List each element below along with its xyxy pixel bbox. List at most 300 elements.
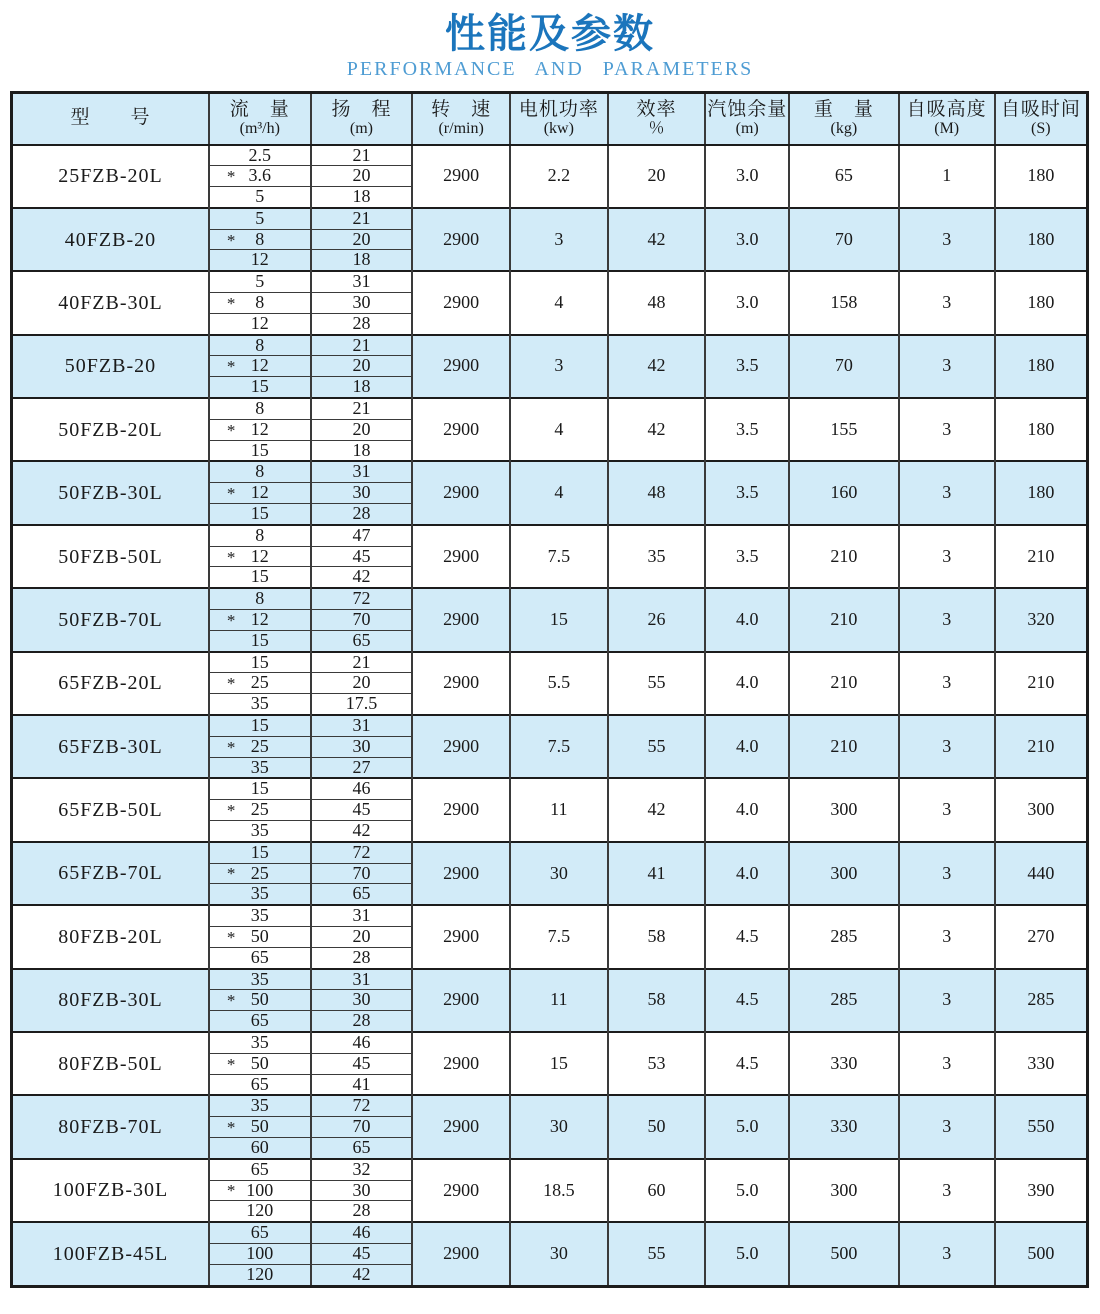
rated-point-star: * — [226, 294, 236, 314]
head-cell: 28 — [311, 1201, 413, 1222]
weight-cell: 500 — [789, 1222, 899, 1286]
flow-cell: 35 — [209, 757, 311, 778]
head-cell: 31 — [311, 271, 413, 292]
suction-time-cell: 210 — [995, 652, 1088, 715]
suction-time-cell: 320 — [995, 588, 1088, 651]
head-cell: 31 — [311, 905, 413, 926]
speed-cell: 2900 — [412, 588, 510, 651]
npsh-cell: 3.0 — [705, 208, 789, 271]
flow-cell: 15 — [209, 630, 311, 651]
weight-cell: 330 — [789, 1032, 899, 1095]
suction-time-cell: 180 — [995, 145, 1088, 208]
suction-time-cell: 440 — [995, 842, 1088, 905]
suction-time-cell: 180 — [995, 461, 1088, 524]
col-header-unit: (m) — [349, 120, 374, 138]
head-cell: 21 — [311, 398, 413, 419]
flow-cell: * 25 — [209, 673, 311, 694]
model-cell: 80FZB-20L — [12, 905, 209, 968]
speed-cell: 2900 — [412, 1159, 510, 1222]
flow-cell: * 12 — [209, 356, 311, 377]
col-header-label: 自吸高度 — [906, 98, 987, 120]
suction-time-cell: 180 — [995, 208, 1088, 271]
efficiency-cell: 48 — [608, 271, 706, 334]
flow-cell: 65 — [209, 1222, 311, 1243]
weight-cell: 160 — [789, 461, 899, 524]
suction-height-cell: 3 — [899, 778, 995, 841]
model-cell: 40FZB-30L — [12, 271, 209, 334]
npsh-cell: 3.0 — [705, 145, 789, 208]
head-cell: 18 — [311, 250, 413, 271]
suction-time-cell: 210 — [995, 525, 1088, 588]
head-cell: 20 — [311, 419, 413, 440]
npsh-cell: 4.0 — [705, 588, 789, 651]
power-cell: 3 — [510, 335, 608, 398]
suction-height-cell: 3 — [899, 842, 995, 905]
head-cell: 28 — [311, 947, 413, 968]
model-cell: 25FZB-20L — [12, 145, 209, 208]
suction-time-cell: 330 — [995, 1032, 1088, 1095]
efficiency-cell: 42 — [608, 778, 706, 841]
flow-cell: * 25 — [209, 863, 311, 884]
speed-cell: 2900 — [412, 271, 510, 334]
flow-cell: 12 — [209, 313, 311, 334]
rated-point-star: * — [226, 674, 236, 694]
flow-cell: * 8 — [209, 229, 311, 250]
weight-cell: 65 — [789, 145, 899, 208]
flow-cell: 8 — [209, 398, 311, 419]
suction-height-cell: 3 — [899, 208, 995, 271]
flow-cell: * 12 — [209, 419, 311, 440]
flow-cell: 8 — [209, 525, 311, 546]
head-cell: 65 — [311, 630, 413, 651]
model-cell: 50FZB-30L — [12, 461, 209, 524]
power-cell: 18.5 — [510, 1159, 608, 1222]
flow-cell: 65 — [209, 1159, 311, 1180]
efficiency-cell: 35 — [608, 525, 706, 588]
flow-cell: 5 — [209, 187, 311, 208]
flow-cell: 5 — [209, 271, 311, 292]
flow-cell: 65 — [209, 947, 311, 968]
head-cell: 20 — [311, 926, 413, 947]
suction-height-cell: 3 — [899, 1222, 995, 1286]
head-cell: 72 — [311, 1095, 413, 1116]
page-title: 性能及参数 — [445, 12, 655, 56]
power-cell: 30 — [510, 1222, 608, 1286]
efficiency-cell: 55 — [608, 715, 706, 778]
flow-cell: * 50 — [209, 990, 311, 1011]
speed-cell: 2900 — [412, 525, 510, 588]
model-cell: 65FZB-50L — [12, 778, 209, 841]
weight-cell: 158 — [789, 271, 899, 334]
flow-cell: 15 — [209, 715, 311, 736]
head-cell: 32 — [311, 1159, 413, 1180]
efficiency-cell: 48 — [608, 461, 706, 524]
flow-cell: 35 — [209, 969, 311, 990]
weight-cell: 330 — [789, 1095, 899, 1158]
flow-cell: 15 — [209, 377, 311, 398]
flow-cell: 35 — [209, 821, 311, 842]
col-header-unit: (M) — [934, 120, 960, 138]
table-row — [12, 335, 1088, 356]
speed-cell: 2900 — [412, 1222, 510, 1286]
rated-point-star: * — [226, 357, 236, 377]
speed-cell: 2900 — [412, 145, 510, 208]
head-cell: 45 — [311, 800, 413, 821]
suction-height-cell: 3 — [899, 398, 995, 461]
head-cell: 17.5 — [311, 694, 413, 715]
power-cell: 7.5 — [510, 905, 608, 968]
col-header-power — [510, 93, 608, 145]
rated-point-star: * — [226, 1054, 236, 1074]
model-cell: 40FZB-20 — [12, 208, 209, 271]
performance-table — [10, 91, 1089, 1288]
head-cell: 28 — [311, 1011, 413, 1032]
rated-point-star: * — [226, 737, 236, 757]
head-cell: 31 — [311, 969, 413, 990]
suction-time-cell: 210 — [995, 715, 1088, 778]
flow-cell: 60 — [209, 1137, 311, 1158]
flow-cell: 8 — [209, 588, 311, 609]
col-header-head — [311, 93, 413, 145]
table-row — [12, 461, 1088, 482]
efficiency-cell: 53 — [608, 1032, 706, 1095]
suction-time-cell: 270 — [995, 905, 1088, 968]
npsh-cell: 3.5 — [705, 335, 789, 398]
rated-point-star: * — [226, 864, 236, 884]
head-cell: 28 — [311, 504, 413, 525]
efficiency-cell: 60 — [608, 1159, 706, 1222]
npsh-cell: 4.5 — [705, 1032, 789, 1095]
rated-point-star: * — [226, 167, 236, 187]
col-header-unit: (S) — [1031, 120, 1051, 138]
flow-cell: 2.5 — [209, 145, 311, 166]
model-cell: 50FZB-20L — [12, 398, 209, 461]
suction-height-cell: 3 — [899, 905, 995, 968]
rated-point-star: * — [226, 1181, 236, 1201]
model-cell: 80FZB-70L — [12, 1095, 209, 1158]
flow-cell: 15 — [209, 504, 311, 525]
col-header-label: 电机功率 — [518, 98, 599, 120]
flow-cell: 8 — [209, 335, 311, 356]
flow-cell: 35 — [209, 1032, 311, 1053]
efficiency-cell: 42 — [608, 335, 706, 398]
head-cell: 27 — [311, 757, 413, 778]
power-cell: 15 — [510, 588, 608, 651]
col-header-weight — [789, 93, 899, 145]
suction-height-cell: 3 — [899, 652, 995, 715]
head-cell: 21 — [311, 652, 413, 673]
head-cell: 30 — [311, 736, 413, 757]
flow-cell: 35 — [209, 884, 311, 905]
suction-time-cell: 300 — [995, 778, 1088, 841]
rated-point-star: * — [226, 991, 236, 1011]
suction-height-cell: 3 — [899, 525, 995, 588]
speed-cell: 2900 — [412, 208, 510, 271]
power-cell: 7.5 — [510, 525, 608, 588]
model-cell: 50FZB-70L — [12, 588, 209, 651]
page-subtitle: PERFORMANCE AND PARAMETERS — [346, 58, 754, 80]
table-row — [12, 1032, 1088, 1053]
head-cell: 72 — [311, 842, 413, 863]
head-cell: 65 — [311, 1137, 413, 1158]
head-cell: 45 — [311, 1053, 413, 1074]
efficiency-cell: 42 — [608, 208, 706, 271]
weight-cell: 210 — [789, 525, 899, 588]
col-header-label: 自吸时间 — [1000, 98, 1081, 120]
suction-time-cell: 180 — [995, 271, 1088, 334]
rated-point-star: * — [226, 1118, 236, 1138]
flow-cell: 15 — [209, 440, 311, 461]
col-header-unit: ％ — [648, 120, 665, 138]
head-cell: 46 — [311, 778, 413, 799]
rated-point-star: * — [226, 547, 236, 567]
col-header-label: 效率 — [636, 98, 677, 120]
npsh-cell: 3.5 — [705, 398, 789, 461]
head-cell: 47 — [311, 525, 413, 546]
npsh-cell: 5.0 — [705, 1095, 789, 1158]
head-cell: 20 — [311, 673, 413, 694]
suction-height-cell: 3 — [899, 1032, 995, 1095]
col-header-suction-time — [995, 93, 1088, 145]
suction-height-cell: 3 — [899, 335, 995, 398]
efficiency-cell: 26 — [608, 588, 706, 651]
head-cell: 42 — [311, 1264, 413, 1286]
efficiency-cell: 50 — [608, 1095, 706, 1158]
head-cell: 65 — [311, 884, 413, 905]
col-header-model — [12, 93, 209, 145]
npsh-cell: 4.5 — [705, 905, 789, 968]
power-cell: 30 — [510, 842, 608, 905]
flow-cell: * 25 — [209, 800, 311, 821]
col-header-unit: (kg) — [830, 120, 858, 138]
head-cell: 46 — [311, 1222, 413, 1243]
efficiency-cell: 20 — [608, 145, 706, 208]
head-cell: 41 — [311, 1074, 413, 1095]
weight-cell: 70 — [789, 208, 899, 271]
col-header-suction-height — [899, 93, 995, 145]
efficiency-cell: 42 — [608, 398, 706, 461]
flow-cell: 120 — [209, 1201, 311, 1222]
head-cell: 21 — [311, 208, 413, 229]
npsh-cell: 4.0 — [705, 842, 789, 905]
suction-time-cell: 550 — [995, 1095, 1088, 1158]
model-cell: 50FZB-50L — [12, 525, 209, 588]
col-header-flow — [209, 93, 311, 145]
flow-cell: * 12 — [209, 483, 311, 504]
suction-height-cell: 3 — [899, 271, 995, 334]
power-cell: 4 — [510, 271, 608, 334]
npsh-cell: 5.0 — [705, 1222, 789, 1286]
table-row — [12, 208, 1088, 229]
rated-point-star: * — [226, 928, 236, 948]
col-header-npsh — [705, 93, 789, 145]
efficiency-cell: 55 — [608, 1222, 706, 1286]
flow-cell: 12 — [209, 250, 311, 271]
weight-cell: 210 — [789, 652, 899, 715]
table-header-row — [12, 93, 1088, 145]
suction-height-cell: 3 — [899, 461, 995, 524]
rated-point-star: * — [226, 420, 236, 440]
suction-height-cell: 3 — [899, 969, 995, 1032]
table-row — [12, 652, 1088, 673]
power-cell: 7.5 — [510, 715, 608, 778]
flow-cell: * 50 — [209, 926, 311, 947]
table-row — [12, 1222, 1088, 1243]
table-row — [12, 905, 1088, 926]
flow-cell: 5 — [209, 208, 311, 229]
table-row — [12, 842, 1088, 863]
suction-height-cell: 3 — [899, 715, 995, 778]
efficiency-cell: 55 — [608, 652, 706, 715]
flow-cell: 100 — [209, 1243, 311, 1264]
npsh-cell: 4.5 — [705, 969, 789, 1032]
speed-cell: 2900 — [412, 715, 510, 778]
col-header-unit: (m³/h) — [239, 120, 280, 138]
power-cell: 5.5 — [510, 652, 608, 715]
col-header-label: 汽蚀余量 — [707, 98, 788, 120]
weight-cell: 300 — [789, 842, 899, 905]
model-cell: 100FZB-30L — [12, 1159, 209, 1222]
table-row — [12, 271, 1088, 292]
npsh-cell: 4.0 — [705, 715, 789, 778]
speed-cell: 2900 — [412, 398, 510, 461]
speed-cell: 2900 — [412, 461, 510, 524]
col-header-unit: (r/min) — [438, 120, 484, 138]
flow-cell: 35 — [209, 905, 311, 926]
head-cell: 70 — [311, 610, 413, 631]
head-cell: 30 — [311, 990, 413, 1011]
head-cell: 31 — [311, 461, 413, 482]
suction-time-cell: 180 — [995, 335, 1088, 398]
suction-time-cell: 500 — [995, 1222, 1088, 1286]
table-row — [12, 1095, 1088, 1116]
flow-cell: 15 — [209, 842, 311, 863]
power-cell: 30 — [510, 1095, 608, 1158]
head-cell: 30 — [311, 293, 413, 314]
head-cell: 42 — [311, 821, 413, 842]
weight-cell: 70 — [789, 335, 899, 398]
npsh-cell: 4.0 — [705, 652, 789, 715]
head-cell: 20 — [311, 356, 413, 377]
head-cell: 21 — [311, 145, 413, 166]
npsh-cell: 3.5 — [705, 525, 789, 588]
weight-cell: 210 — [789, 715, 899, 778]
flow-cell: 35 — [209, 1095, 311, 1116]
col-header-efficiency — [608, 93, 706, 145]
col-header-unit: (m) — [735, 120, 759, 138]
model-cell: 50FZB-20 — [12, 335, 209, 398]
suction-height-cell: 1 — [899, 145, 995, 208]
rated-point-star: * — [226, 230, 236, 250]
speed-cell: 2900 — [412, 842, 510, 905]
flow-cell: * 3.6 — [209, 166, 311, 187]
table-row — [12, 1159, 1088, 1180]
col-header-speed — [412, 93, 510, 145]
suction-height-cell: 3 — [899, 1095, 995, 1158]
flow-cell: 120 — [209, 1264, 311, 1286]
efficiency-cell: 41 — [608, 842, 706, 905]
flow-cell: * 12 — [209, 546, 311, 567]
power-cell: 11 — [510, 778, 608, 841]
weight-cell: 155 — [789, 398, 899, 461]
flow-cell: * 100 — [209, 1180, 311, 1201]
power-cell: 15 — [510, 1032, 608, 1095]
col-header-label: 型 号 — [70, 107, 151, 129]
head-cell: 30 — [311, 483, 413, 504]
col-header-label: 重 量 — [813, 98, 874, 120]
flow-cell: 65 — [209, 1074, 311, 1095]
head-cell: 42 — [311, 567, 413, 588]
head-cell: 70 — [311, 863, 413, 884]
flow-cell: 15 — [209, 652, 311, 673]
model-cell: 65FZB-30L — [12, 715, 209, 778]
weight-cell: 285 — [789, 969, 899, 1032]
head-cell: 20 — [311, 229, 413, 250]
speed-cell: 2900 — [412, 905, 510, 968]
suction-height-cell: 3 — [899, 1159, 995, 1222]
suction-time-cell: 180 — [995, 398, 1088, 461]
efficiency-cell: 58 — [608, 905, 706, 968]
col-header-unit: (kw) — [543, 120, 574, 138]
table-row — [12, 588, 1088, 609]
parameters-table-body — [12, 145, 1088, 1287]
head-cell: 20 — [311, 166, 413, 187]
speed-cell: 2900 — [412, 335, 510, 398]
table-row — [12, 715, 1088, 736]
col-header-label: 流 量 — [229, 98, 290, 120]
suction-time-cell: 285 — [995, 969, 1088, 1032]
speed-cell: 2900 — [412, 652, 510, 715]
col-header-label: 扬 程 — [331, 98, 392, 120]
power-cell: 4 — [510, 398, 608, 461]
head-cell: 72 — [311, 588, 413, 609]
model-cell: 65FZB-20L — [12, 652, 209, 715]
head-cell: 21 — [311, 335, 413, 356]
speed-cell: 2900 — [412, 1032, 510, 1095]
head-cell: 30 — [311, 1180, 413, 1201]
speed-cell: 2900 — [412, 778, 510, 841]
weight-cell: 300 — [789, 778, 899, 841]
flow-cell: * 8 — [209, 293, 311, 314]
table-row — [12, 145, 1088, 166]
col-header-label: 转 速 — [431, 98, 492, 120]
rated-point-star: * — [226, 484, 236, 504]
head-cell: 18 — [311, 440, 413, 461]
npsh-cell: 3.5 — [705, 461, 789, 524]
flow-cell: 15 — [209, 567, 311, 588]
table-row — [12, 525, 1088, 546]
speed-cell: 2900 — [412, 1095, 510, 1158]
table-row — [12, 969, 1088, 990]
power-cell: 4 — [510, 461, 608, 524]
head-cell: 18 — [311, 377, 413, 398]
flow-cell: * 12 — [209, 610, 311, 631]
npsh-cell: 3.0 — [705, 271, 789, 334]
flow-cell: * 50 — [209, 1053, 311, 1074]
weight-cell: 285 — [789, 905, 899, 968]
speed-cell: 2900 — [412, 969, 510, 1032]
flow-cell: 8 — [209, 461, 311, 482]
head-cell: 45 — [311, 1243, 413, 1264]
npsh-cell: 4.0 — [705, 778, 789, 841]
flow-cell: 35 — [209, 694, 311, 715]
head-cell: 28 — [311, 313, 413, 334]
suction-height-cell: 3 — [899, 588, 995, 651]
power-cell: 11 — [510, 969, 608, 1032]
npsh-cell: 5.0 — [705, 1159, 789, 1222]
head-cell: 70 — [311, 1117, 413, 1138]
weight-cell: 210 — [789, 588, 899, 651]
